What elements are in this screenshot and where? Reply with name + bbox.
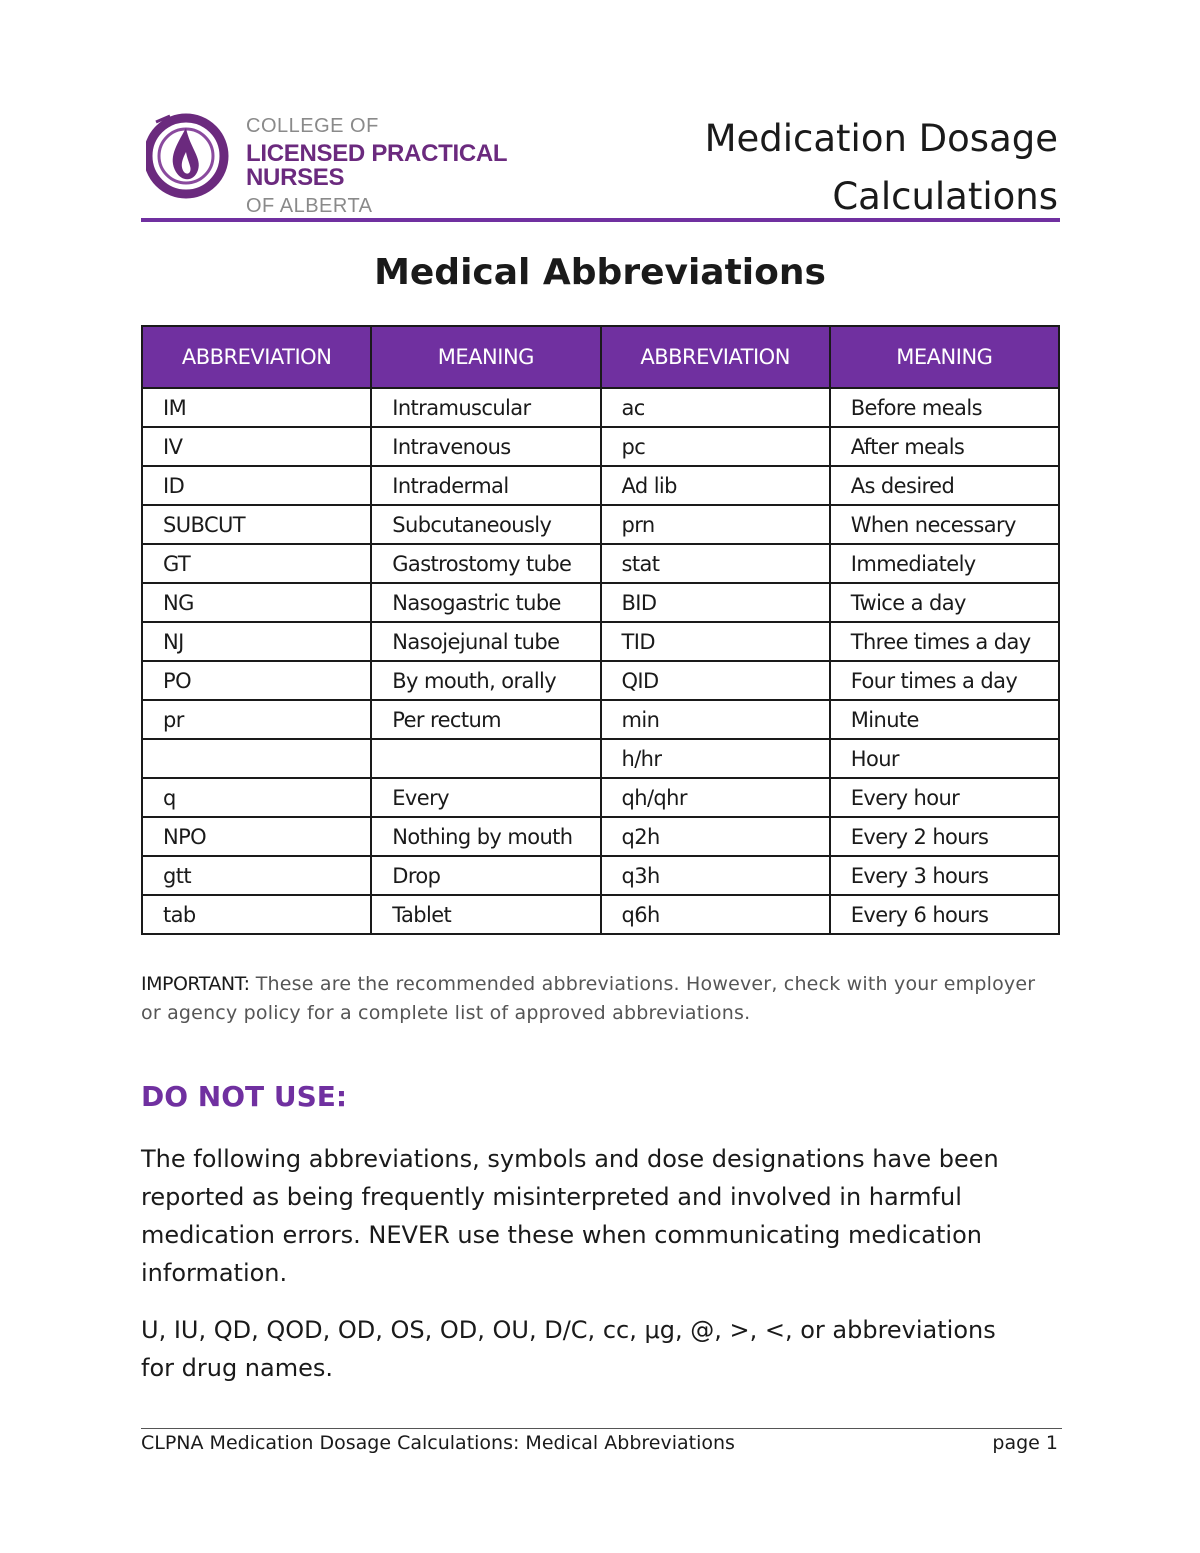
table-cell: ac xyxy=(601,388,830,427)
abbreviations-table xyxy=(141,325,1060,935)
do-not-use-heading: DO NOT USE: xyxy=(141,1080,348,1113)
table-row xyxy=(142,388,1059,427)
table-row xyxy=(142,544,1059,583)
header-abbreviation-1: ABBREVIATION xyxy=(142,326,371,388)
clpna-flame-emblem xyxy=(146,112,242,202)
table-cell: tab xyxy=(142,895,371,934)
table-row xyxy=(142,427,1059,466)
table-cell: Four times a day xyxy=(830,661,1059,700)
table-cell: Twice a day xyxy=(830,583,1059,622)
table-cell: NG xyxy=(142,583,371,622)
table-row xyxy=(142,622,1059,661)
table-cell: After meals xyxy=(830,427,1059,466)
table-cell: Nasojejunal tube xyxy=(371,622,600,661)
table-cell: Per rectum xyxy=(371,700,600,739)
table-cell: NPO xyxy=(142,817,371,856)
table-row xyxy=(142,505,1059,544)
table-cell: stat xyxy=(601,544,830,583)
table-cell: When necessary xyxy=(830,505,1059,544)
do-not-use-list: U, IU, QD, QOD, OD, OS, OD, OU, D/C, cc, μg, @, >, <, or abbreviations for drug names. xyxy=(141,1316,996,1382)
table-cell: q2h xyxy=(601,817,830,856)
table-cell: q6h xyxy=(601,895,830,934)
table-cell: Nothing by mouth xyxy=(371,817,600,856)
table-row xyxy=(142,700,1059,739)
clpna-logo xyxy=(146,112,586,217)
document-title-line1: Medication Dosage xyxy=(704,117,1058,160)
table-cell: Before meals xyxy=(830,388,1059,427)
table-cell: gtt xyxy=(142,856,371,895)
do-not-use-description: The following abbreviations, symbols and dose designations have been reported as being frequently misinterpreted and involved in harmful medication errors. NEVER use these when communicating medication information. xyxy=(141,1145,999,1287)
table-row xyxy=(142,739,1059,778)
table-cell: q xyxy=(142,778,371,817)
table-cell: NJ xyxy=(142,622,371,661)
header-divider xyxy=(141,218,1060,222)
table-cell: ID xyxy=(142,466,371,505)
document-title xyxy=(705,110,1058,226)
table-cell: Three times a day xyxy=(830,622,1059,661)
table-cell: Gastrostomy tube xyxy=(371,544,600,583)
table-cell: pr xyxy=(142,700,371,739)
table-cell: h/hr xyxy=(601,739,830,778)
table-cell: Subcutaneously xyxy=(371,505,600,544)
table-cell: BID xyxy=(601,583,830,622)
table-cell: TID xyxy=(601,622,830,661)
logo-text-line2: LICENSED PRACTICAL NURSES xyxy=(246,140,507,191)
table-cell: qh/qhr xyxy=(601,778,830,817)
table-row xyxy=(142,583,1059,622)
table-cell: Every 3 hours xyxy=(830,856,1059,895)
table-cell: Nasogastric tube xyxy=(371,583,600,622)
page-number: page 1 xyxy=(992,1432,1058,1454)
table-cell: q3h xyxy=(601,856,830,895)
table-cell: Every 2 hours xyxy=(830,817,1059,856)
table-cell: Every hour xyxy=(830,778,1059,817)
table-cell: Hour xyxy=(830,739,1059,778)
table-row xyxy=(142,895,1059,934)
table-cell: Tablet xyxy=(371,895,600,934)
header-meaning-1: MEANING xyxy=(371,326,600,388)
table-cell: Immediately xyxy=(830,544,1059,583)
table-row xyxy=(142,661,1059,700)
table-cell: Intramuscular xyxy=(371,388,600,427)
logo-text-line1: COLLEGE OF xyxy=(246,115,379,137)
page-heading: Medical Abbreviations xyxy=(374,252,826,293)
table-header-row xyxy=(142,326,1059,388)
table-cell: prn xyxy=(601,505,830,544)
table-row xyxy=(142,856,1059,895)
table-cell: SUBCUT xyxy=(142,505,371,544)
logo-text-line3: OF ALBERTA xyxy=(246,195,373,217)
table-cell: pc xyxy=(601,427,830,466)
table-row xyxy=(142,778,1059,817)
table-cell: Minute xyxy=(830,700,1059,739)
footer-title: CLPNA Medication Dosage Calculations: Medical Abbreviations xyxy=(141,1432,735,1454)
table-cell: Intradermal xyxy=(371,466,600,505)
table-cell: IV xyxy=(142,427,371,466)
table-cell xyxy=(142,739,371,778)
important-text: These are the recommended abbreviations. However, check with your employer or agency policy for a complete list of approved abbreviations. xyxy=(141,973,1036,1024)
important-label: IMPORTANT: xyxy=(141,973,250,995)
table-cell: PO xyxy=(142,661,371,700)
table-cell: Intravenous xyxy=(371,427,600,466)
header-meaning-2: MEANING xyxy=(830,326,1059,388)
table-row xyxy=(142,817,1059,856)
table-cell: QID xyxy=(601,661,830,700)
table-cell: Every 6 hours xyxy=(830,895,1059,934)
document-title-line2: Calculations xyxy=(832,175,1058,218)
table-row xyxy=(142,466,1059,505)
table-cell: Every xyxy=(371,778,600,817)
header-abbreviation-2: ABBREVIATION xyxy=(601,326,830,388)
footer-divider xyxy=(141,1428,1062,1429)
table-cell: Ad lib xyxy=(601,466,830,505)
table-cell: IM xyxy=(142,388,371,427)
table-cell: As desired xyxy=(830,466,1059,505)
table-cell: Drop xyxy=(371,856,600,895)
table-cell: By mouth, orally xyxy=(371,661,600,700)
table-cell xyxy=(371,739,600,778)
table-cell: GT xyxy=(142,544,371,583)
table-cell: min xyxy=(601,700,830,739)
important-note xyxy=(141,970,1041,1028)
